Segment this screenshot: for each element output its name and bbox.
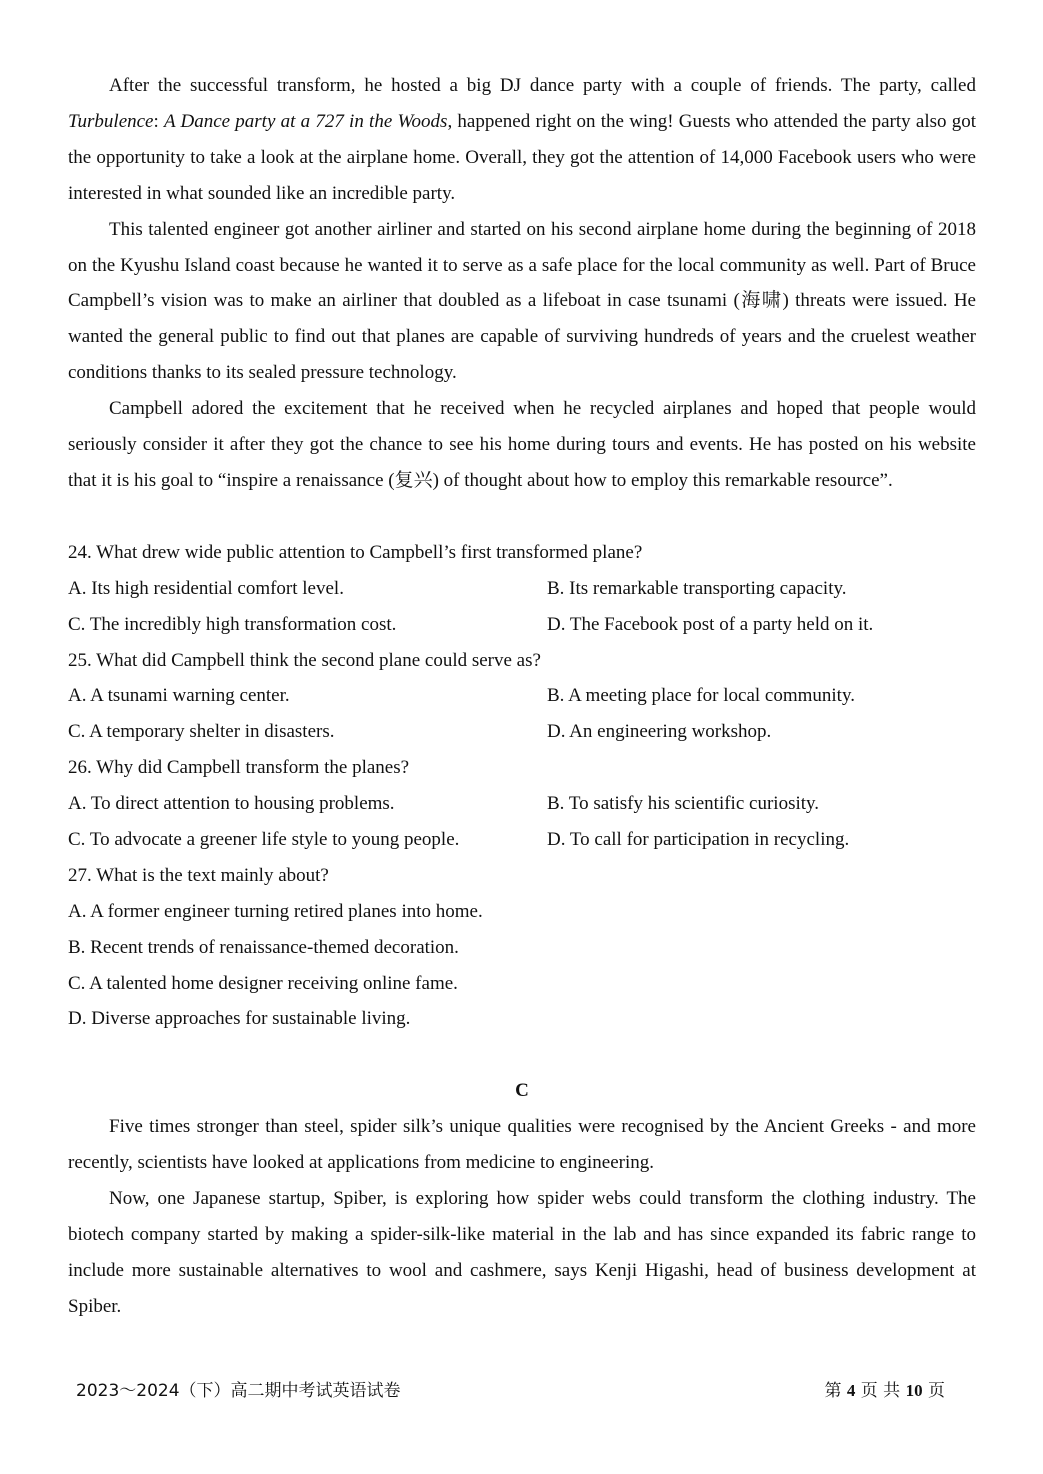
exam-title: 2023～2024（下）高二期中考试英语试卷 <box>76 1381 401 1401</box>
option-a: A. To direct attention to housing problems. <box>68 793 395 815</box>
spacer <box>68 499 976 535</box>
option-c: C. A talented home designer receiving online fame. <box>68 972 458 994</box>
option-b: B. A meeting place for local community. <box>547 685 855 707</box>
option-b: B. Its remarkable transporting capacity. <box>547 577 847 599</box>
option-row <box>68 678 976 714</box>
option-d: D. An engineering workshop. <box>547 721 772 743</box>
option-a: A. A tsunami warning center. <box>68 685 290 707</box>
page-number-text: 第 <box>824 1381 847 1401</box>
option-a: A. Its high residential comfort level. <box>68 577 344 599</box>
option-b: B. To satisfy his scientific curiosity. <box>547 793 820 815</box>
option-c: C. To advocate a greener life style to young people. <box>68 829 460 850</box>
passage-c-paragraph-1: Five times stronger than steel, spider silk’s unique qualities were recognised by the Ancient Greeks - and more recently, scientists have looked at applications from medicine to engineering. <box>68 1116 976 1174</box>
paragraph-text: : <box>153 110 164 132</box>
party-title-part-1: Turbulence <box>68 110 154 132</box>
page-number-text: 页 共 <box>855 1381 906 1401</box>
section-heading: C <box>515 1080 529 1102</box>
option-row <box>68 822 976 858</box>
option-d: D. Diverse approaches for sustainable living. <box>68 1008 411 1030</box>
party-title-part-2: A Dance party at a 727 in the Woods <box>164 110 448 132</box>
passage-c-paragraph-2: Now, one Japanese startup, Spiber, is exploring how spider webs could transform the clothing industry. The biotech company started by making a spider-silk-like material in the lab and has since expanded its fabric range to include more sustainable alternatives to wool and cashmere, says Kenji Higashi, head of business development at Spiber. <box>68 1188 976 1317</box>
option-c: C. A temporary shelter in disasters. <box>68 721 335 743</box>
question-stem: 27. What is the text mainly about? <box>68 864 329 886</box>
page-footer <box>76 1376 945 1402</box>
total-pages: 10 <box>905 1381 923 1400</box>
question-stem: 24. What drew wide public attention to Campbell’s first transformed plane? <box>68 541 643 563</box>
passage-b-paragraph-2: This talented engineer got another airliner and started on his second airplane home during the beginning of 2018 on the Kyushu Island coast because he wanted it to serve as a safe place for the local community as well. Part of Bruce Campbell’s vision was to make an airliner that doubled as a lifeboat in case tsunami (海啸) threats were issued. He wanted the general public to find out that planes are capable of surviving hundreds of years and the cruelest weather conditions thanks to its sealed pressure technology. <box>68 218 976 384</box>
exam-page <box>68 68 976 1325</box>
passage-b-paragraph-1 <box>68 68 976 212</box>
option-row <box>68 786 976 822</box>
option-d: D. To call for participation in recycling. <box>547 829 850 850</box>
passage-b-paragraph-3: Campbell adored the excitement that he received when he recycled airplanes and hoped that people would seriously consider it after they got the chance to see his home during tours and events. He has posted on his website that it is his goal to “inspire a renaissance (复兴) of thought about how to employ this remarkable resource”. <box>68 398 976 491</box>
page-number-text: 页 <box>922 1381 945 1401</box>
spacer <box>68 1037 976 1073</box>
option-d: D. The Facebook post of a party held on it. <box>547 613 874 635</box>
option-row <box>68 571 976 607</box>
option-a: A. A former engineer turning retired planes into home. <box>68 900 483 922</box>
option-b: B. Recent trends of renaissance-themed decoration. <box>68 936 459 958</box>
option-c: C. The incredibly high transformation cost. <box>68 613 397 635</box>
paragraph-text: After the successful transform, he hosted a big DJ dance party with a couple of friends. The party, called <box>109 75 976 96</box>
page-number <box>824 1376 945 1401</box>
paragraph-text: , happened right on the wing! Guests who attended the party also got the opportunity to take a look at the airplane home. Overall, they got the attention of 14,000 Facebook users who were interested in what sounded like an incredible party. <box>68 110 976 204</box>
question-stem: 26. Why did Campbell transform the planes? <box>68 757 410 779</box>
current-page: 4 <box>846 1381 856 1400</box>
option-row <box>68 714 976 750</box>
question-stem: 25. What did Campbell think the second plane could serve as? <box>68 649 541 671</box>
option-row <box>68 607 976 643</box>
